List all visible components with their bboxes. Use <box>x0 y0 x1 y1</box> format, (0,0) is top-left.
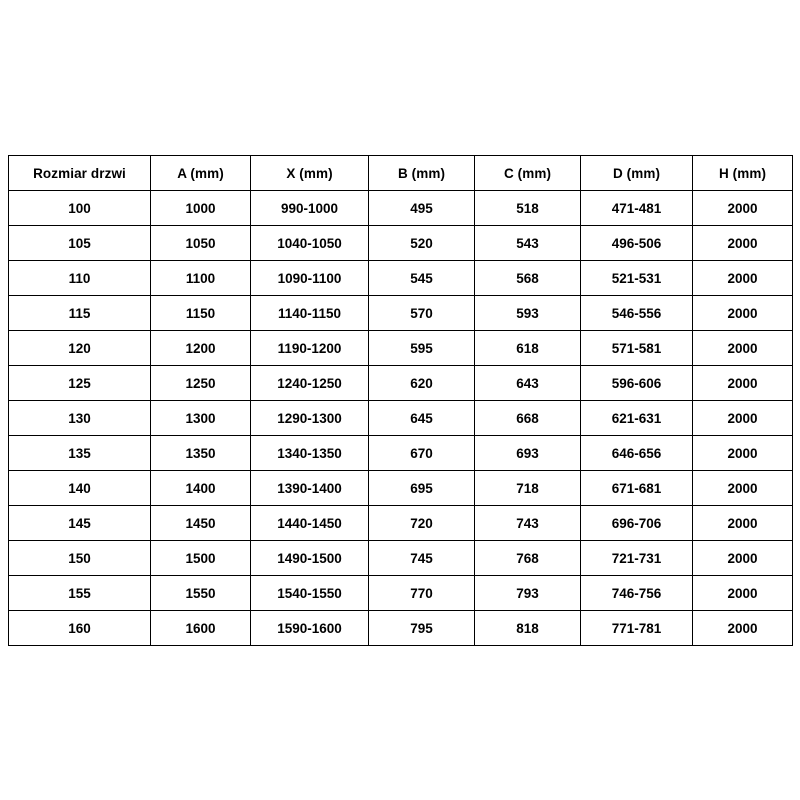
cell-b: 645 <box>369 401 475 436</box>
cell-size: 105 <box>9 226 151 261</box>
door-size-table <box>8 155 793 646</box>
cell-c: 768 <box>475 541 581 576</box>
cell-d: 621-631 <box>581 401 693 436</box>
cell-c: 643 <box>475 366 581 401</box>
cell-d: 696-706 <box>581 506 693 541</box>
column-header-d: D (mm) <box>581 156 693 191</box>
cell-h: 2000 <box>693 436 793 471</box>
cell-c: 718 <box>475 471 581 506</box>
cell-x: 1590-1600 <box>251 611 369 646</box>
cell-x: 1190-1200 <box>251 331 369 366</box>
column-header-b: B (mm) <box>369 156 475 191</box>
cell-d: 746-756 <box>581 576 693 611</box>
table-row <box>9 541 793 576</box>
table-row <box>9 191 793 226</box>
cell-h: 2000 <box>693 191 793 226</box>
cell-c: 518 <box>475 191 581 226</box>
cell-a: 1150 <box>151 296 251 331</box>
cell-d: 671-681 <box>581 471 693 506</box>
cell-size: 100 <box>9 191 151 226</box>
cell-b: 745 <box>369 541 475 576</box>
cell-c: 543 <box>475 226 581 261</box>
cell-b: 770 <box>369 576 475 611</box>
column-header-x: X (mm) <box>251 156 369 191</box>
cell-d: 496-506 <box>581 226 693 261</box>
cell-x: 1390-1400 <box>251 471 369 506</box>
cell-size: 125 <box>9 366 151 401</box>
table-row <box>9 611 793 646</box>
cell-a: 1050 <box>151 226 251 261</box>
cell-d: 546-556 <box>581 296 693 331</box>
cell-x: 1090-1100 <box>251 261 369 296</box>
cell-size: 110 <box>9 261 151 296</box>
cell-d: 646-656 <box>581 436 693 471</box>
cell-a: 1250 <box>151 366 251 401</box>
cell-h: 2000 <box>693 296 793 331</box>
table-body <box>9 191 793 646</box>
table-header <box>9 156 793 191</box>
cell-size: 150 <box>9 541 151 576</box>
cell-b: 795 <box>369 611 475 646</box>
column-header-c: C (mm) <box>475 156 581 191</box>
cell-d: 571-581 <box>581 331 693 366</box>
cell-size: 135 <box>9 436 151 471</box>
cell-x: 1440-1450 <box>251 506 369 541</box>
cell-c: 793 <box>475 576 581 611</box>
cell-x: 1140-1150 <box>251 296 369 331</box>
cell-x: 1040-1050 <box>251 226 369 261</box>
column-header-a: A (mm) <box>151 156 251 191</box>
cell-size: 160 <box>9 611 151 646</box>
table-row <box>9 331 793 366</box>
cell-h: 2000 <box>693 226 793 261</box>
cell-h: 2000 <box>693 401 793 436</box>
cell-x: 1240-1250 <box>251 366 369 401</box>
cell-d: 471-481 <box>581 191 693 226</box>
cell-a: 1200 <box>151 331 251 366</box>
cell-a: 1100 <box>151 261 251 296</box>
cell-d: 521-531 <box>581 261 693 296</box>
cell-h: 2000 <box>693 261 793 296</box>
cell-d: 771-781 <box>581 611 693 646</box>
cell-a: 1500 <box>151 541 251 576</box>
cell-c: 618 <box>475 331 581 366</box>
table-row <box>9 226 793 261</box>
cell-b: 620 <box>369 366 475 401</box>
cell-b: 545 <box>369 261 475 296</box>
cell-h: 2000 <box>693 611 793 646</box>
cell-h: 2000 <box>693 331 793 366</box>
cell-a: 1550 <box>151 576 251 611</box>
table-row <box>9 471 793 506</box>
cell-b: 520 <box>369 226 475 261</box>
cell-h: 2000 <box>693 576 793 611</box>
cell-h: 2000 <box>693 471 793 506</box>
table-row <box>9 366 793 401</box>
cell-b: 570 <box>369 296 475 331</box>
cell-x: 990-1000 <box>251 191 369 226</box>
cell-a: 1600 <box>151 611 251 646</box>
cell-size: 115 <box>9 296 151 331</box>
cell-c: 668 <box>475 401 581 436</box>
cell-b: 595 <box>369 331 475 366</box>
cell-a: 1350 <box>151 436 251 471</box>
column-header-h: H (mm) <box>693 156 793 191</box>
cell-d: 596-606 <box>581 366 693 401</box>
cell-c: 818 <box>475 611 581 646</box>
cell-size: 155 <box>9 576 151 611</box>
cell-h: 2000 <box>693 366 793 401</box>
table-row <box>9 261 793 296</box>
cell-c: 593 <box>475 296 581 331</box>
table-header-row <box>9 156 793 191</box>
cell-a: 1400 <box>151 471 251 506</box>
cell-size: 130 <box>9 401 151 436</box>
cell-x: 1490-1500 <box>251 541 369 576</box>
cell-a: 1300 <box>151 401 251 436</box>
cell-h: 2000 <box>693 541 793 576</box>
cell-size: 145 <box>9 506 151 541</box>
table-row <box>9 401 793 436</box>
cell-a: 1000 <box>151 191 251 226</box>
cell-c: 743 <box>475 506 581 541</box>
cell-h: 2000 <box>693 506 793 541</box>
cell-c: 568 <box>475 261 581 296</box>
cell-size: 140 <box>9 471 151 506</box>
cell-c: 693 <box>475 436 581 471</box>
cell-x: 1540-1550 <box>251 576 369 611</box>
table-row <box>9 506 793 541</box>
cell-a: 1450 <box>151 506 251 541</box>
column-header-rozmiar-drzwi: Rozmiar drzwi <box>9 156 151 191</box>
cell-b: 670 <box>369 436 475 471</box>
cell-b: 695 <box>369 471 475 506</box>
cell-d: 721-731 <box>581 541 693 576</box>
table-row <box>9 436 793 471</box>
cell-b: 720 <box>369 506 475 541</box>
size-table-container <box>8 155 792 646</box>
cell-size: 120 <box>9 331 151 366</box>
cell-b: 495 <box>369 191 475 226</box>
cell-x: 1290-1300 <box>251 401 369 436</box>
table-row <box>9 296 793 331</box>
table-row <box>9 576 793 611</box>
cell-x: 1340-1350 <box>251 436 369 471</box>
